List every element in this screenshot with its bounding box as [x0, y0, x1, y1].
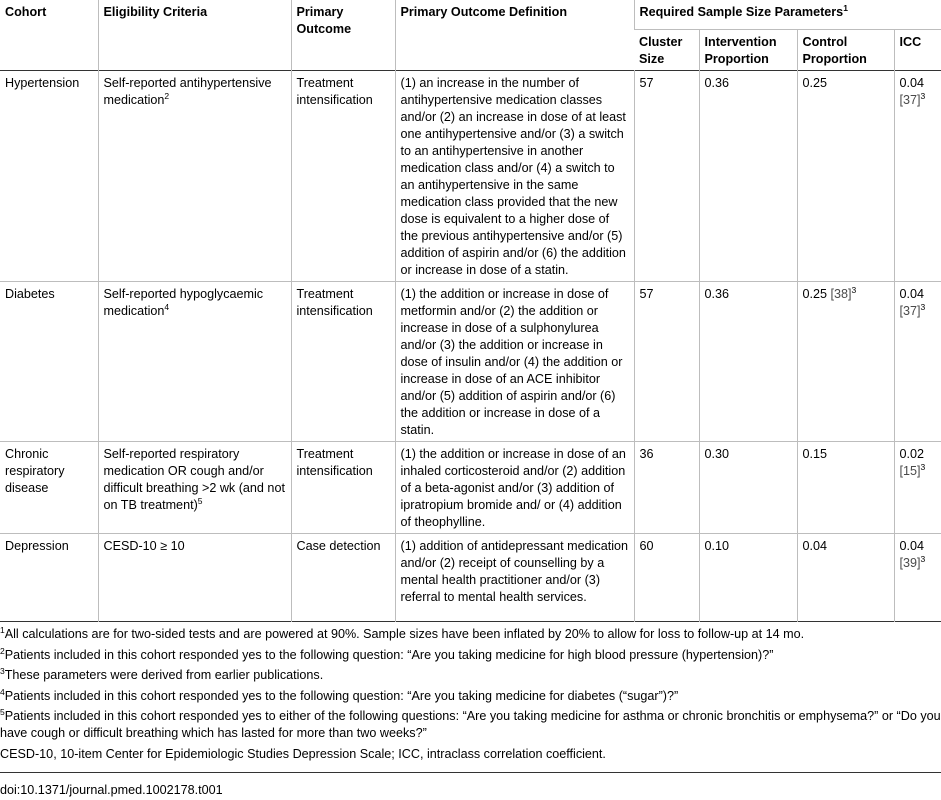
header-primary-outcome: Primary Outcome: [291, 0, 395, 71]
table-row-hypertension: [0, 71, 941, 282]
header-icc: ICC: [894, 30, 941, 71]
cell-outcome: Treatment intensification: [291, 442, 395, 534]
icc-footnote: 3: [920, 91, 926, 101]
abbreviations-text: CESD-10, 10-item Center for Epidemiologic Studies Depression Scale; ICC, intraclass correlation coefficient.: [0, 746, 606, 761]
cell-cluster-size: 36: [634, 442, 699, 534]
cell-eligibility: [98, 71, 291, 282]
header-control-proportion: Control Proportion: [797, 30, 894, 71]
abbreviations-note: [0, 746, 941, 763]
footnote-3: [0, 667, 941, 684]
control-footnote: 3: [851, 285, 857, 295]
table-row-diabetes: [0, 282, 941, 442]
footnote-text: Patients included in this cohort responded yes to the following question: “Are you taking medicine for diabetes (“sugar”)?”: [4, 688, 679, 703]
cell-cluster-size: 57: [634, 282, 699, 442]
footnote-4: [0, 688, 941, 705]
table-row-depression: [0, 534, 941, 622]
eligibility-footnote: 4: [164, 302, 170, 312]
cell-cohort: Depression: [5, 539, 69, 553]
control-value: 0.25: [802, 287, 828, 301]
eligibility-text: Self-reported antihypertensive medication: [103, 76, 272, 107]
cell-intervention: 0.10: [699, 534, 797, 622]
cell-definition: (1) the addition or increase in dose of an inhaled corticosteroid and/or (2) addition of a beta-agonist and/or (3) addition of ipratropium bromide and/ or (4) addition of theophylline.: [395, 442, 634, 534]
header-sample-size-parameters: [634, 0, 941, 30]
icc-reference-link[interactable]: [37]: [899, 304, 921, 318]
cell-eligibility: [98, 282, 291, 442]
cell-outcome: Treatment intensification: [291, 71, 395, 282]
table-header: [0, 0, 941, 71]
cell-icc: [894, 442, 941, 534]
footnote-2: [0, 647, 941, 664]
cell-cohort: Chronic respiratory disease: [5, 447, 65, 495]
cell-outcome: Treatment intensification: [291, 282, 395, 442]
cell-cluster-size: 60: [634, 534, 699, 622]
cell-definition: (1) addition of antidepressant medication and/or (2) receipt of counselling by a mental health practitioner and/or (3) referral to mental health services.: [395, 534, 634, 622]
eligibility-text: Self-reported hypoglycaemic medication: [103, 287, 264, 318]
icc-footnote: 3: [920, 462, 926, 472]
cell-cohort: Hypertension: [5, 76, 80, 90]
eligibility-footnote: 2: [164, 91, 170, 101]
icc-value: 0.02: [899, 447, 925, 461]
cell-definition: (1) an increase in the number of antihypertensive medication classes and/or (2) an increase in dose of at least one antihypertensive and/or (3) a switch to an antihypertensive in another medication class and/or (4) a switch to an antihypertensive in the same medication class provided that the new dose is equivalent to a higher dose of the previous antihypertensive and/or (5) addition of aspirin and/or (6) the addition or increase in dose of a statin.: [395, 71, 634, 282]
eligibility-footnote: 5: [197, 496, 203, 506]
control-value: 0.04: [802, 539, 828, 553]
doi-link[interactable]: doi:10.1371/journal.pmed.1002178.t001: [0, 783, 223, 797]
footnote-marker: 3: [0, 666, 5, 676]
cell-control: [797, 71, 894, 282]
cell-outcome: Case detection: [291, 534, 395, 622]
footer-divider: [0, 772, 941, 773]
cell-cohort: Diabetes: [5, 287, 55, 301]
icc-reference-link[interactable]: [15]: [899, 464, 921, 478]
icc-value: 0.04: [899, 76, 925, 90]
cell-icc: [894, 282, 941, 442]
footnote-text: All calculations are for two-sided tests and are powered at 90%. Sample sizes have been inflated by 20% to allow for loss to follow-up at 14 mo.: [4, 627, 805, 641]
eligibility-text: Self-reported respiratory medication OR cough and/or difficult breathing >2 wk (and not on TB treatment): [103, 447, 285, 512]
footnote-5: [0, 708, 941, 742]
header-eligibility: Eligibility Criteria: [98, 0, 291, 71]
cell-icc: [894, 534, 941, 622]
header-outcome-definition: Primary Outcome Definition: [395, 0, 634, 71]
icc-value: 0.04: [899, 287, 925, 301]
icc-value: 0.04: [899, 539, 925, 553]
control-value: 0.15: [802, 447, 828, 461]
cell-icc: [894, 71, 941, 282]
control-reference-link[interactable]: [38]: [830, 287, 852, 301]
cell-eligibility: [98, 534, 291, 622]
header-params-footnote: 1: [843, 3, 848, 13]
footnote-text: Patients included in this cohort responded yes to either of the following questions: “Are you taking medicine for asthma or chronic bronchitis or emphysema?” or “Do you have cough or difficult breathing which has lasted for more than two weeks?”: [0, 709, 941, 740]
header-intervention-proportion: Intervention Proportion: [699, 30, 797, 71]
footnote-text: These parameters were derived from earlier publications.: [4, 668, 324, 682]
footnote-text: Patients included in this cohort responded yes to the following question: “Are you taking medicine for high blood pressure (hypertension)?”: [4, 647, 774, 662]
header-cluster-size: Cluster Size: [634, 30, 699, 71]
cell-control: [797, 534, 894, 622]
footnote-marker: 2: [0, 645, 5, 656]
icc-footnote: 3: [920, 302, 926, 312]
control-value: 0.25: [802, 76, 828, 90]
footnote-marker: 1: [0, 625, 5, 635]
footnote-marker: 4: [0, 686, 5, 697]
icc-footnote: 3: [920, 554, 926, 564]
cell-cluster-size: 57: [634, 71, 699, 282]
footnote-marker: 5: [0, 707, 5, 717]
cell-definition: (1) the addition or increase in dose of metformin and/or (2) the addition or increase in dose of a sulphonylurea and/or (3) the addition or increase in dose of insulin and/or (4) the addition or increase in dose of an ACE inhibitor and/or (5) addition of aspirin and/or (6) the addition or increase in dose of a statin.: [395, 282, 634, 442]
cell-control: [797, 442, 894, 534]
eligibility-text: CESD-10 ≥ 10: [103, 539, 185, 553]
header-cohort: Cohort: [5, 5, 47, 19]
footnote-1: [0, 626, 941, 643]
cell-intervention: 0.30: [699, 442, 797, 534]
cell-control: [797, 282, 894, 442]
cell-eligibility: [98, 442, 291, 534]
table-footnotes: [0, 626, 941, 766]
header-params-label: Required Sample Size Parameters: [639, 5, 844, 19]
icc-reference-link[interactable]: [37]: [899, 93, 921, 107]
icc-reference-link[interactable]: [39]: [899, 556, 921, 570]
cell-intervention: 0.36: [699, 282, 797, 442]
cell-intervention: 0.36: [699, 71, 797, 282]
table-row-chronic-respiratory: [0, 442, 941, 534]
table-body: [0, 71, 941, 622]
